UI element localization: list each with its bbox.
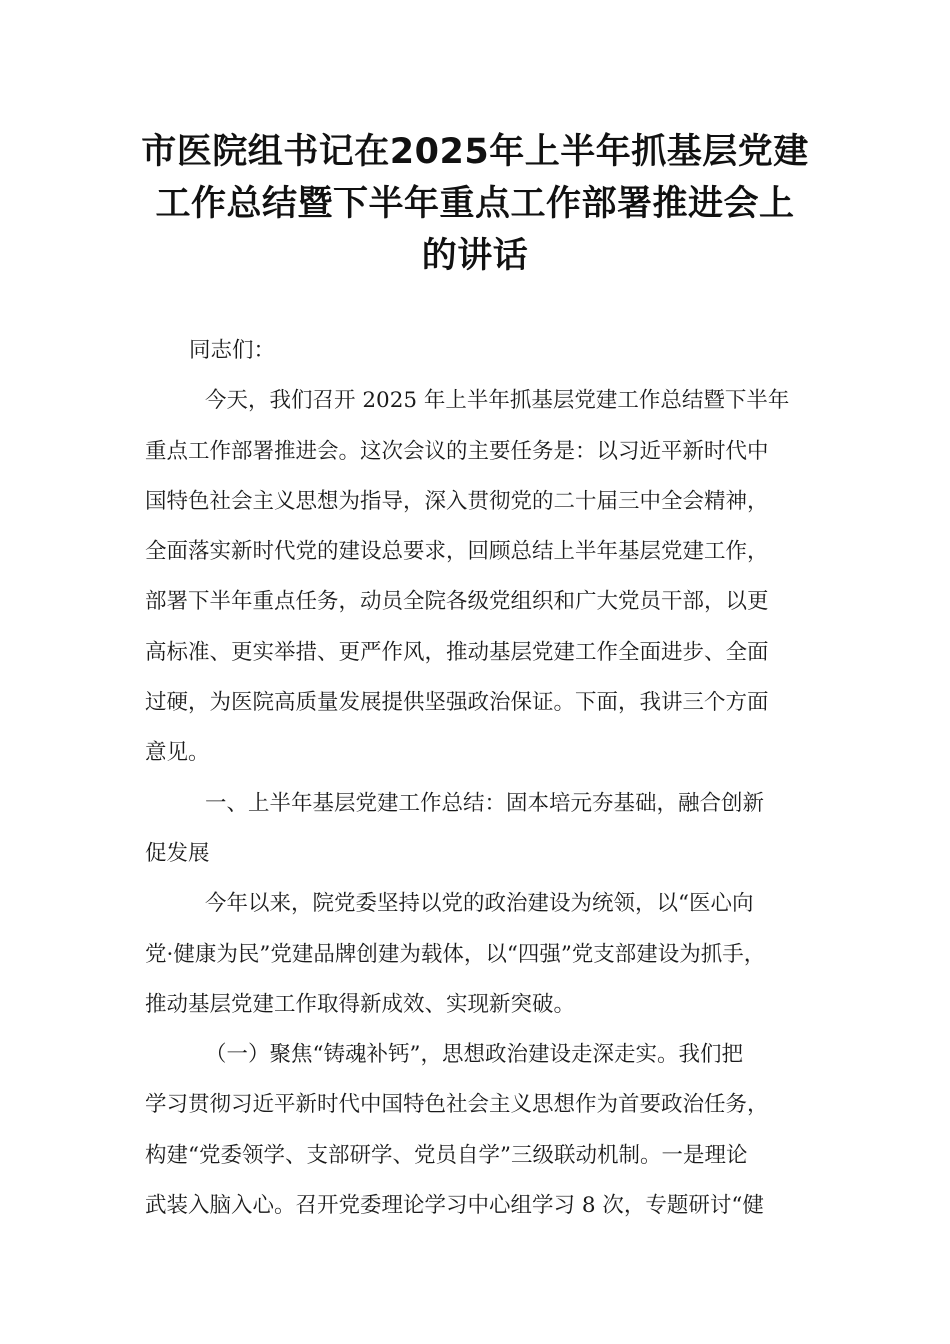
paragraph-line: 部署下半年重点任务，动员全院各级党组织和广大党员干部，以更 — [145, 589, 769, 615]
paragraph-line: 构建“党委领学、支部研学、党员自学”三级联动机制。一是理论 — [145, 1142, 748, 1168]
paragraph-line: 学习贯彻习近平新时代中国特色社会主义思想作为首要政治任务， — [145, 1092, 769, 1118]
section-heading: 一、上半年基层党建工作总结：固本培元夯基础，融合创新 — [205, 790, 765, 816]
paragraph-line: 重点工作部署推进会。这次会议的主要任务是：以习近平新时代中 — [145, 438, 769, 464]
paragraph-line: （一）聚焦“铸魂补钙”，思想政治建设走深走实。我们把 — [205, 1042, 743, 1068]
paragraph-line: 过硬，为医院高质量发展提供坚强政治保证。下面，我讲三个方面 — [145, 690, 769, 716]
title-line: 的讲话 — [421, 236, 529, 276]
paragraph-line: 推动基层党建工作取得新成效、实现新突破。 — [145, 991, 576, 1017]
paragraph-line: 党·健康为民”党建品牌创建为载体，以“四强”党支部建设为抓手， — [145, 941, 766, 967]
title-line: 工作总结暨下半年重点工作部署推进会上 — [155, 184, 795, 224]
paragraph-line: 全面落实新时代党的建设总要求，回顾总结上半年基层党建工作， — [145, 539, 769, 565]
section-heading: 促发展 — [145, 840, 210, 866]
document-title — [140, 126, 810, 282]
greeting: 同志们： — [189, 338, 276, 363]
paragraph-line: 意见。 — [145, 740, 210, 766]
document-body — [145, 326, 825, 1231]
title-line: 市医院组书记在2025年上半年抓基层党建 — [141, 132, 809, 172]
paragraph-line: 今天，我们召开 2025 年上半年抓基层党建工作总结暨下半年 — [205, 388, 790, 414]
paragraph-line: 国特色社会主义思想为指导，深入贯彻党的二十届三中全会精神， — [145, 488, 769, 514]
paragraph-line: 武装入脑入心。召开党委理论学习中心组学习 8 次，专题研讨“健 — [145, 1193, 764, 1219]
paragraph-line: 今年以来，院党委坚持以党的政治建设为统领，以“医心向 — [205, 891, 754, 917]
paragraph-line: 高标准、更实举措、更严作风，推动基层党建工作全面进步、全面 — [145, 639, 769, 665]
